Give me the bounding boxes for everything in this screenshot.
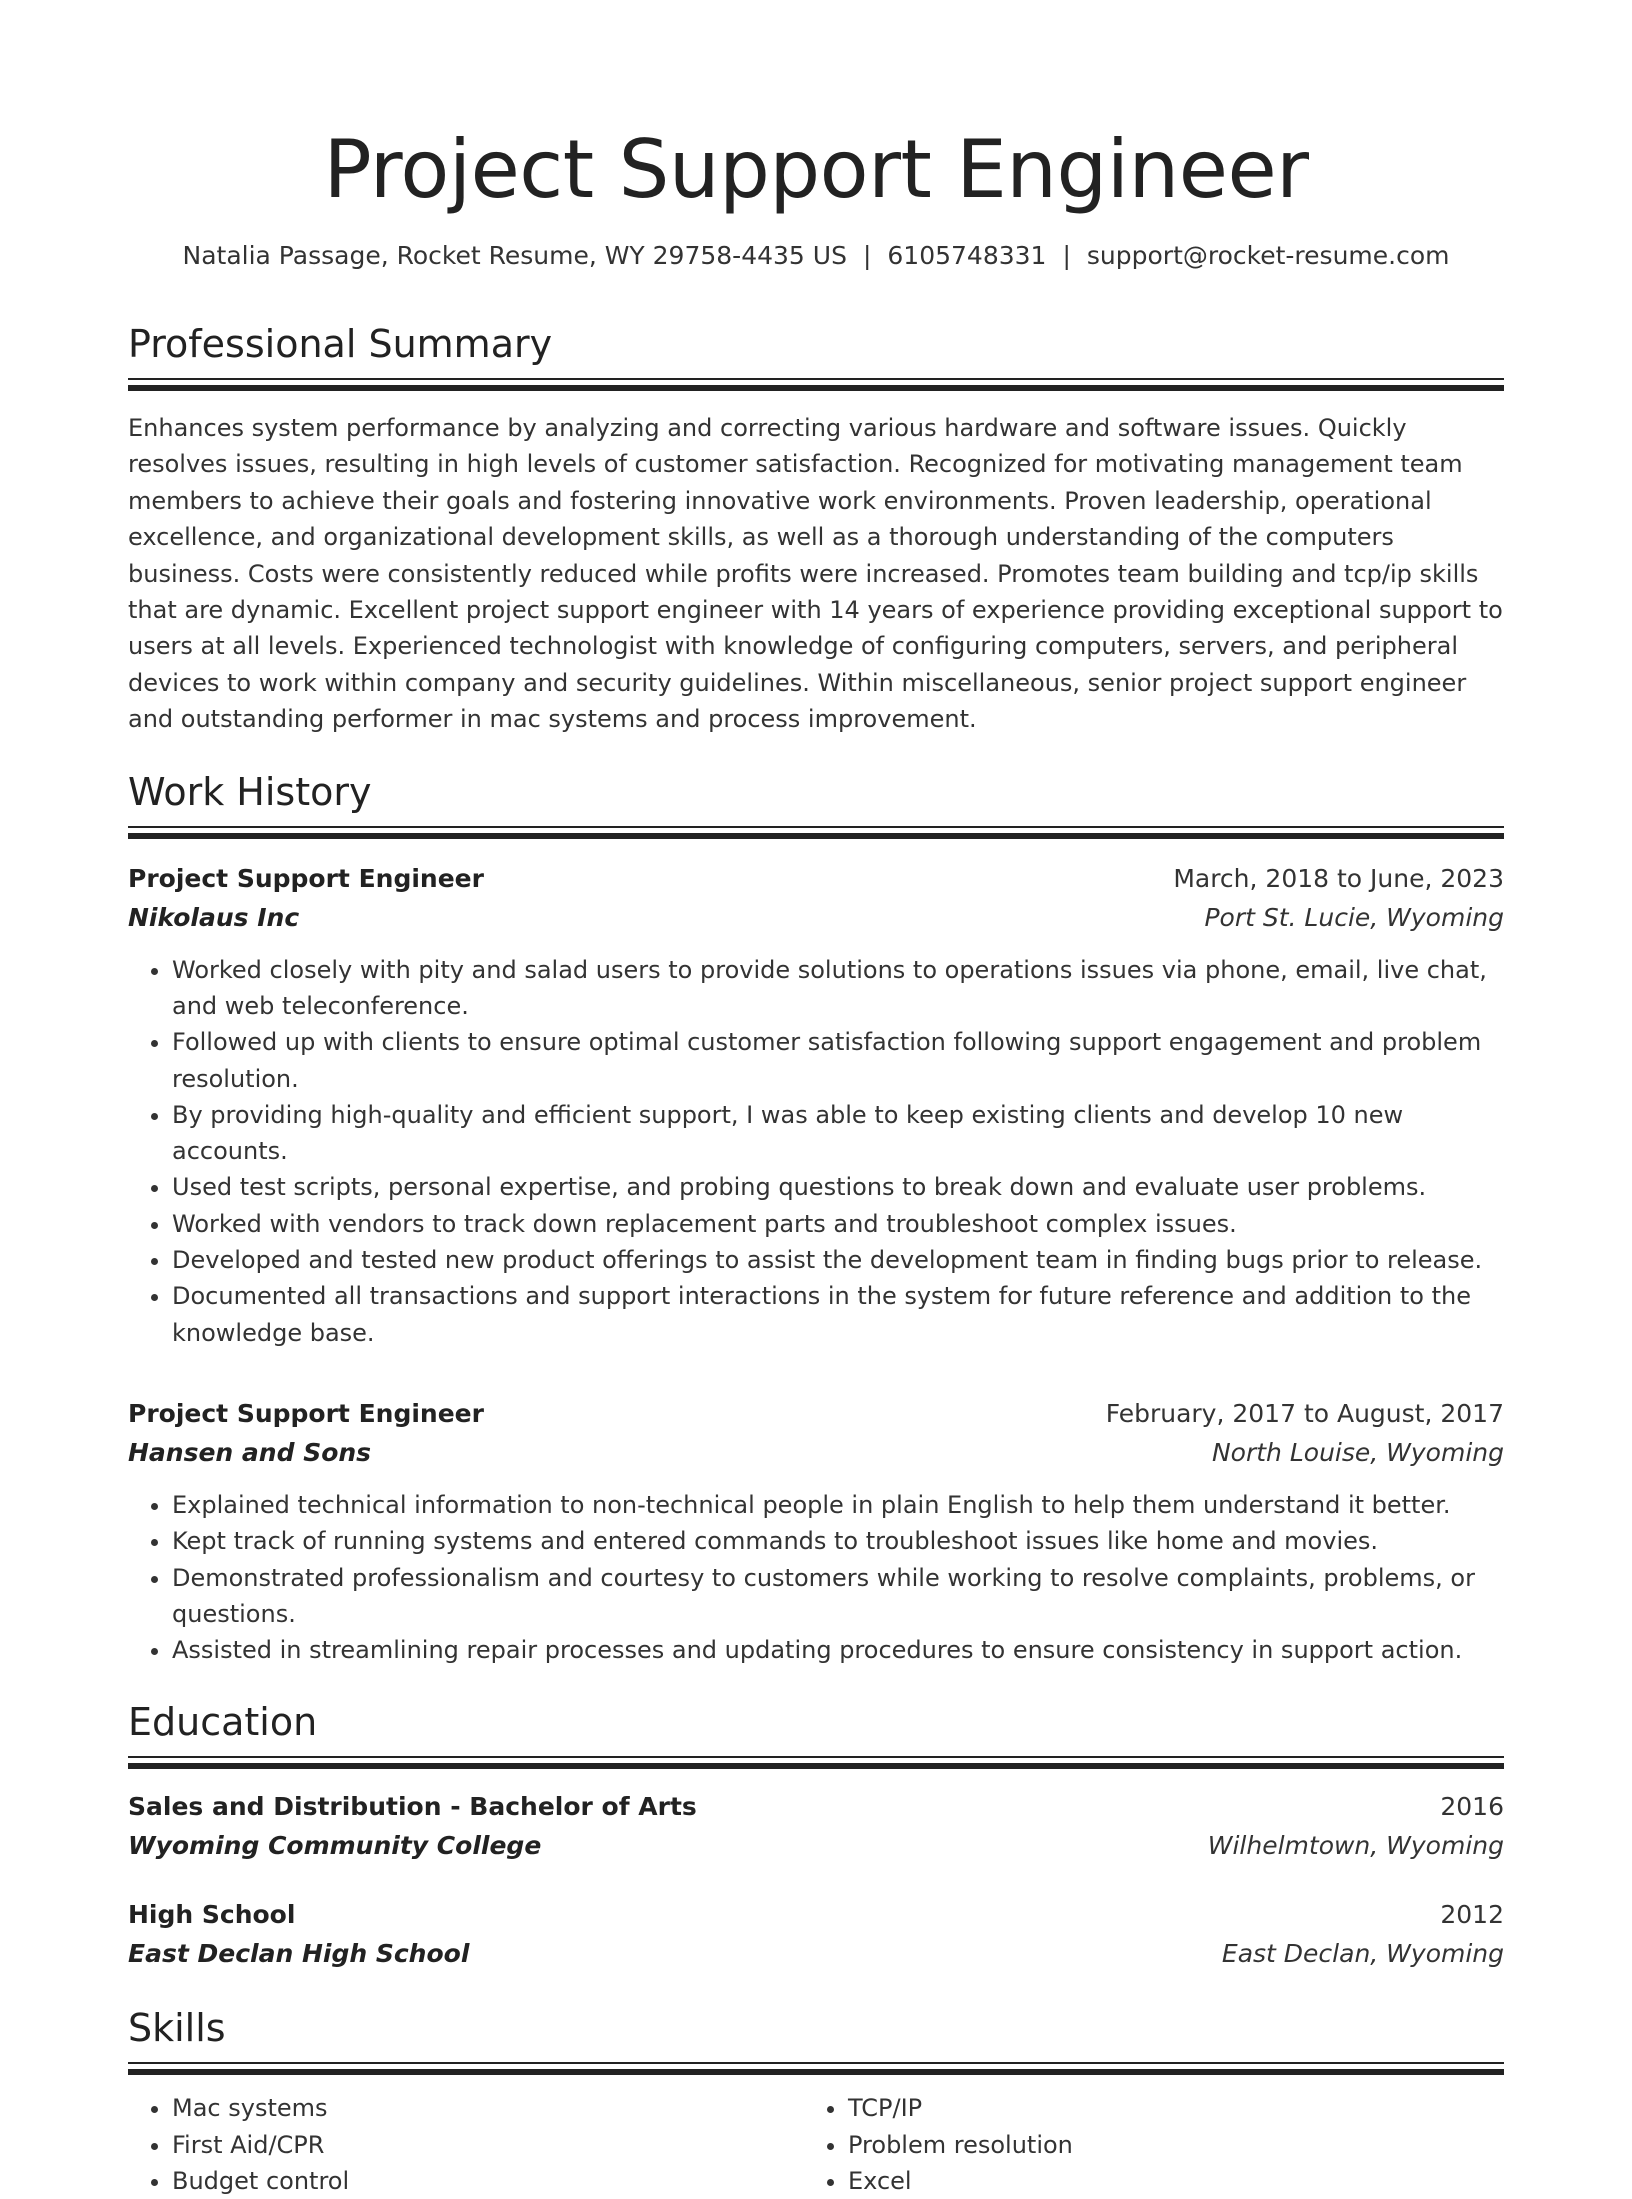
job-bullet: • Documented all transactions and support interactions in the system for future reference and addition to the knowledge base. [172,1278,1504,1351]
skills-section [128,2002,1504,2199]
job-entry [128,860,1504,1351]
education-section [128,1696,1504,1974]
job-dates: February, 2017 to August, 2017 [1105,1398,1504,1428]
section-heading-skills: Skills [128,2006,226,2051]
job-bullet: • Developed and tested new product offerings to assist the development team in finding bugs prior to release. [172,1242,1504,1278]
skills-columns [128,2090,1504,2199]
education-degree: Sales and Distribution - Bachelor of Arts [128,1792,697,1822]
job-entry [128,1395,1504,1668]
job-bullet: • By providing high-quality and efficient support, I was able to keep existing clients and develop 10 new accounts. [172,1097,1504,1170]
section-divider [128,2062,1504,2076]
education-entry [128,1896,1504,1974]
education-entry [128,1788,1504,1866]
job-bullet: • Assisted in streamlining repair processes and updating procedures to ensure consistency in support action. [172,1632,1504,1668]
education-degree: High School [128,1900,296,1930]
job-bullets [128,952,1504,1351]
education-school: East Declan High School [128,1939,470,1969]
skill-item: • Excel [848,2163,1480,2199]
skill-item: • Problem resolution [848,2127,1480,2163]
job-location: Port St. Lucie, Wyoming [1204,902,1504,932]
job-bullet: • Kept track of running systems and entered commands to troubleshoot issues like home and movies. [172,1523,1504,1559]
job-company: Nikolaus Inc [128,902,300,932]
work-history-section [128,766,1504,1669]
job-location: North Louise, Wyoming [1211,1437,1504,1467]
job-title: Project Support Engineer [128,863,484,893]
skill-item: • First Aid/CPR [172,2127,804,2163]
resume-page [128,0,1504,2199]
section-heading-summary: Professional Summary [128,322,553,366]
job-bullet: • Worked with vendors to track down replacement parts and troubleshoot complex issues. [172,1206,1504,1242]
job-bullet: • Used test scripts, personal expertise, and probing questions to break down and evaluate user problems. [172,1169,1504,1205]
summary-text: Enhances system performance by analyzing and correcting various hardware and software issues. Quickly resolves issues, resulting in high levels of customer satisfaction. Recognized for motivating management team members to achieve their goals and fostering innovative work environments. Proven leadership, operational excellence, and organizational development skills, as well as a thorough understanding of the computers business. Costs were consistently reduced while profits were increased. Promotes team building and tcp/ip skills that are dynamic. Excellent project support engineer with 14 years of experience providing exceptional support to users at all levels. Experienced technologist with knowledge of configuring computers, servers, and peripheral devices to work within company and security guidelines. Within miscellaneous, senior project support engineer and outstanding performer in mac systems and process improvement. [128,414,1503,734]
contact-separator: | [862,241,872,270]
skill-item: • Budget control [172,2163,804,2199]
education-school: Wyoming Community College [128,1831,542,1861]
skill-item: • Mac systems [172,2090,804,2126]
education-year: 2012 [1440,1900,1504,1930]
job-title: Project Support Engineer [128,1398,484,1428]
job-company: Hansen and Sons [128,1437,372,1467]
resume-title: Project Support Engineer [323,123,1309,216]
job-bullet: • Followed up with clients to ensure optimal customer satisfaction following support engagement and problem resolution. [172,1024,1504,1097]
contact-address: Natalia Passage, Rocket Resume, WY 29758-4435 US [182,241,847,270]
contact-phone: 6105748331 [887,241,1047,270]
skills-column-left [128,2090,804,2199]
job-bullet: • Worked closely with pity and salad users to provide solutions to operations issues via phone, email, live chat, and web teleconference. [172,952,1504,1025]
education-location: East Declan, Wyoming [1221,1939,1504,1969]
contact-line [128,238,1504,274]
job-bullet: • Demonstrated professionalism and courtesy to customers while working to resolve complaints, problems, or questions. [172,1560,1504,1633]
education-year: 2016 [1440,1792,1504,1822]
job-bullets [128,1487,1504,1668]
summary-section [128,318,1504,738]
contact-separator: | [1062,241,1071,270]
section-heading-work-history: Work History [128,769,372,814]
skill-item: • TCP/IP [848,2090,1480,2126]
section-divider [128,826,1504,840]
education-location: Wilhelmtown, Wyoming [1207,1831,1504,1861]
contact-email: support@rocket-resume.com [1086,241,1450,270]
section-divider [128,378,1504,392]
job-bullet: • Explained technical information to non-technical people in plain English to help them understand it better. [172,1487,1504,1523]
section-heading-education: Education [128,1700,318,1745]
section-divider [128,1756,1504,1770]
job-dates: March, 2018 to June, 2023 [1173,863,1504,893]
skills-column-right [804,2090,1480,2199]
